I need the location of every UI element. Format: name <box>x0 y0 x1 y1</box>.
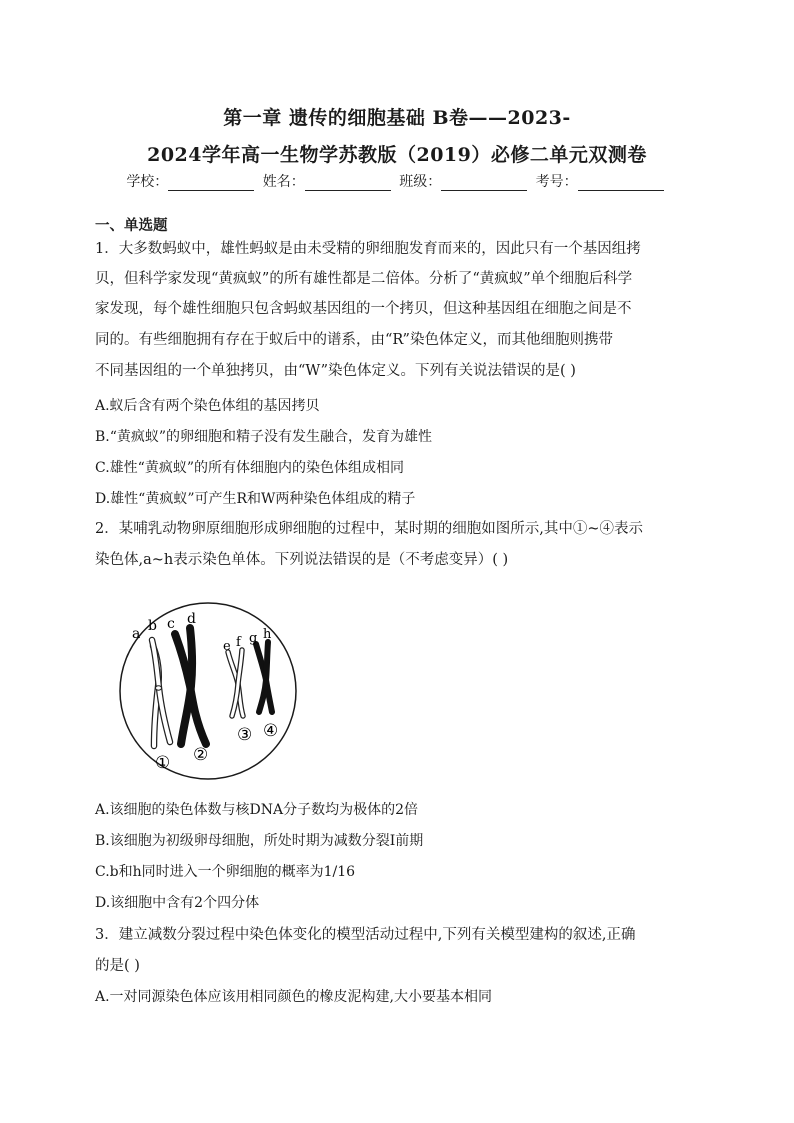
q2-option-a: A.该细胞的染色体数与核DNA分子数均为极体的2倍 <box>95 802 419 818</box>
q1-stem-line: 1．大多数蚂蚁中，雄性蚂蚁是由未受精的卵细胞发育而来的，因此只有一个基因组拷 <box>95 241 641 257</box>
cell-diagram <box>110 600 310 785</box>
q1-stem-line: 家发现，每个雄性细胞只包含蚂蚁基因组的一个拷贝，但这种基因组在细胞之间是不 <box>95 301 632 317</box>
page-title-line2: 2024学年高一生物学苏教版（2019）必修二单元双测卷 <box>147 144 647 166</box>
class-blank[interactable] <box>441 176 527 191</box>
label-c: c <box>167 616 175 632</box>
exam-number-blank[interactable] <box>578 176 664 191</box>
label-g: g <box>249 631 258 646</box>
q2-stem-line: 染色体,a~h表示染色单体。下列说法错误的是（不考虑变异）( ) <box>95 552 509 568</box>
school-label: 学校： <box>126 174 169 190</box>
q1-option-b: B.“黄疯蚁”的卵细胞和精子没有发生融合，发育为雄性 <box>95 429 433 445</box>
label-chromosome-3: ③ <box>237 725 253 745</box>
label-f: f <box>236 635 241 650</box>
label-h: h <box>263 627 272 642</box>
q1-option-c: C.雄性“黄疯蚁”的所有体细胞内的染色体组成相同 <box>95 460 404 476</box>
name-label: 姓名： <box>262 174 305 190</box>
label-b: b <box>148 618 157 634</box>
q2-stem-line: 2．某哺乳动物卵原细胞形成卵细胞的过程中，某时期的细胞如图所示,其中①~④表示 <box>95 521 643 537</box>
school-blank[interactable] <box>168 176 254 191</box>
q3-stem-line: 的是( ) <box>95 958 140 974</box>
q1-stem-line: 同的。有些细胞拥有存在于蚁后中的谱系，由“R”染色体定义，而其他细胞则携带 <box>95 332 613 348</box>
name-blank[interactable] <box>305 176 391 191</box>
section-title: 一、单选题 <box>95 217 168 234</box>
q1-stem-line: 贝，但科学家发现“黄疯蚁”的所有雄性都是二倍体。分析了“黄疯蚁”单个细胞后科学 <box>95 271 633 287</box>
q2-option-c: C.b和h同时进入一个卵细胞的概率为1/16 <box>95 864 356 880</box>
label-a: a <box>132 626 141 642</box>
q1-option-a: A.蚁后含有两个染色体组的基因拷贝 <box>95 398 320 414</box>
q2-option-d: D.该细胞中含有2个四分体 <box>95 895 260 911</box>
class-label: 班级： <box>399 174 442 190</box>
page-title-line1: 第一章 遗传的细胞基础 B卷——2023- <box>223 107 571 129</box>
q2-option-b: B.该细胞为初级卵母细胞，所处时期为减数分裂Ⅰ前期 <box>95 833 424 849</box>
q1-stem-line: 不同基因组的一个单独拷贝，由“W”染色体定义。下列有关说法错误的是( ) <box>95 363 576 379</box>
q1-option-d: D.雄性“黄疯蚁”可产生R和W两种染色体组成的精子 <box>95 491 416 507</box>
label-chromosome-4: ④ <box>263 721 279 741</box>
q3-option-a: A.一对同源染色体应该用相同颜色的橡皮泥构建,大小要基本相同 <box>95 989 493 1005</box>
exam-number-label: 考号： <box>535 174 578 190</box>
label-chromosome-1: ① <box>155 753 171 773</box>
centromere-1 <box>156 686 162 690</box>
q3-stem-line: 3．建立减数分裂过程中染色体变化的模型活动过程中,下列有关模型建构的叙述,正确 <box>95 927 636 943</box>
label-d: d <box>187 611 196 627</box>
label-chromosome-2: ② <box>193 745 209 765</box>
label-e: e <box>223 639 231 654</box>
student-info-row <box>0 171 794 191</box>
